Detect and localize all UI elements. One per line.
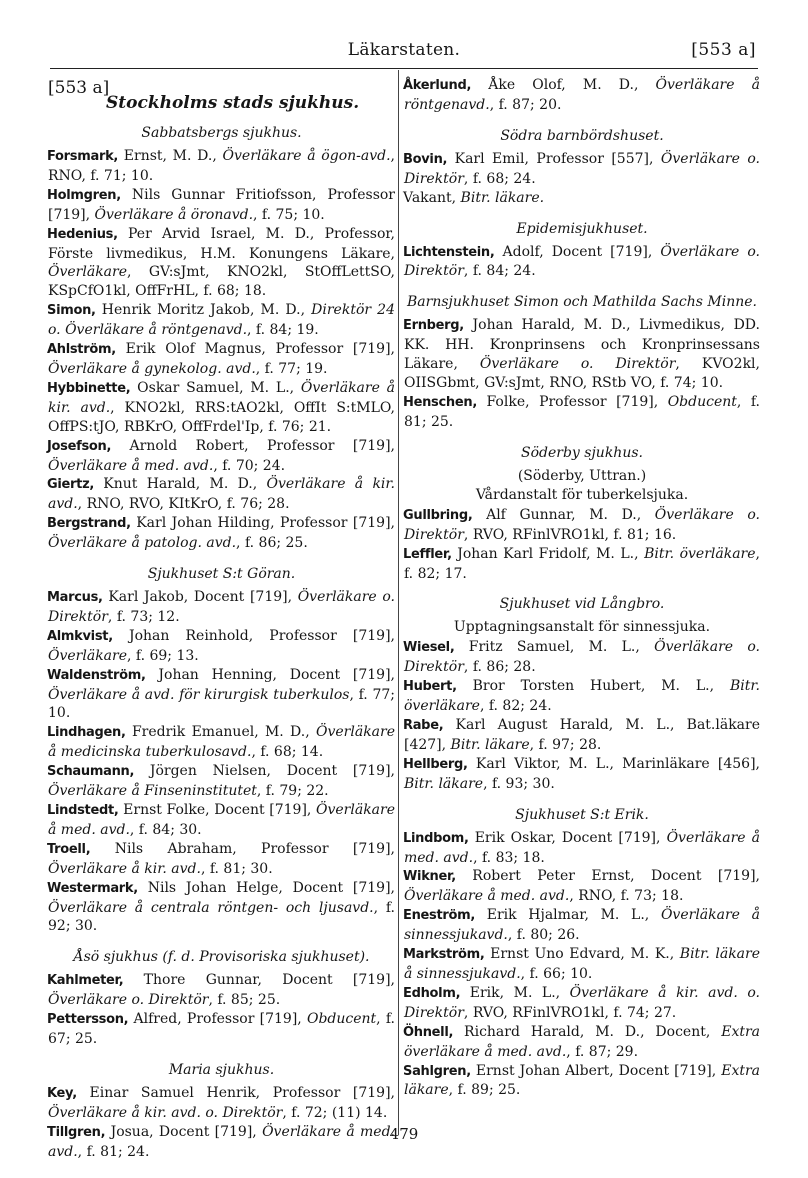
physician-entry [404, 829, 760, 868]
entry-text: , f. 87; 20. [489, 96, 562, 113]
physician-entry [48, 627, 395, 666]
section-heading: Sjukhuset vid Långbro. [499, 596, 665, 613]
entry-text: Adolf, Docent [719], [494, 243, 661, 260]
entry-text: Nils Johan Helge, Docent [719], [137, 879, 395, 896]
entry-text: , RVO, RFinlVRO1kl, f. 74; 27. [463, 1004, 677, 1021]
physician-entry [404, 189, 760, 208]
physician-entry [404, 945, 760, 984]
physician-name: Gullbring, [403, 507, 473, 523]
entry-text: Johan Henning, Docent [719], [145, 666, 395, 683]
entry-text: Nils Gunnar Fritiofsson, Professor [719], [48, 186, 395, 223]
physician-entry [48, 475, 395, 514]
header-rule [50, 68, 758, 69]
physician-name: Bergstrand, [47, 516, 131, 532]
entry-text: , f. 86; 25. [236, 535, 308, 552]
section-heading: Åsö sjukhus (f. d. Provisoriska sjukhuset). [73, 949, 370, 966]
entry-text: Alf Gunnar, M. D., [472, 506, 655, 523]
entry-text: , RVO, RFinlVRO1kl, f. 81; 16. [463, 526, 677, 543]
physician-entry [48, 762, 395, 801]
entry-text: , f. 81; 24. [77, 1143, 150, 1160]
entry-text: , f. 84; 24. [463, 263, 536, 280]
position-title: Överläkare å centrala röntgen- och ljusavd. [48, 899, 374, 916]
entry-text: Erik Olof Magnus, Professor [719], [115, 341, 395, 358]
entry-text: Johan Harald, M. D., Livmedikus, DD. KK. HH. Kronprinsens och Kronprinsessans Läkare, [404, 317, 760, 373]
position-title: Överläkare o. Direktör [479, 356, 676, 373]
position-title: Överläkare o. Direktör [404, 506, 760, 543]
physician-entry [404, 150, 760, 189]
entry-text: Fredrik Emanuel, M. D., [125, 724, 316, 741]
physician-entry [404, 867, 760, 906]
running-title: Läkarstaten. [347, 40, 461, 60]
position-title: Överläkare o. Direktör [404, 639, 760, 676]
entry-text: , f. 84; 30. [129, 821, 202, 838]
physician-entry [48, 588, 395, 627]
entry-text: , f. 68; 14. [251, 744, 324, 761]
position-title: Bitr. läkare å sinnessjukavd. [404, 946, 761, 982]
entry-text: Åke Olof, M. D., [471, 77, 656, 93]
position-title: Överläkare å kir. avd. o. Direktör [404, 984, 760, 1021]
physician-name: Hedenius, [47, 226, 118, 242]
entry-text: Karl Emil, Professor [557], [447, 150, 661, 167]
entry-text: , f. 80; 26. [507, 927, 580, 944]
physician-entry [404, 755, 760, 794]
entry-text: , f. 83; 18. [473, 849, 545, 866]
entry-text: , f. 77; 10. [48, 686, 395, 722]
entry-text: , f. 75; 10. [253, 206, 325, 223]
position-title: Överläkare o. Direktör [48, 992, 209, 1009]
physician-name: Markström, [403, 947, 485, 963]
entry-text: , f. 67; 25. [48, 1011, 395, 1048]
position-title: Överläkare å medicinska tuberkulosavd. [48, 724, 395, 761]
physician-name: Key, [47, 1085, 77, 1101]
entry-text: Erik, M. L., [460, 984, 570, 1001]
entry-text: Folke, Professor [719], [476, 393, 668, 410]
position-title: Överläkare å kir. avd. [48, 379, 395, 416]
physician-name: Pettersson, [47, 1012, 129, 1028]
entry-text: Richard Harald, M. D., Docent, [453, 1023, 722, 1040]
physician-entry [404, 677, 760, 716]
physician-name: Waldenström, [47, 667, 146, 683]
physician-name: Hybbinette, [47, 380, 131, 396]
position-title: Överläkare o. Direktör [404, 243, 760, 280]
position-title: Överläkare å med. avd. [404, 829, 760, 866]
physician-name: Wikner, [403, 869, 456, 885]
position-title: Överläkare å med. avd. [48, 1123, 395, 1160]
entry-text: , f. 85; 25. [208, 992, 281, 1009]
physician-entry [48, 1010, 395, 1049]
physician-entry [48, 225, 395, 302]
entry-text: , f. 84; 19. [247, 322, 319, 339]
entry-text: , f. 70; 24. [213, 457, 286, 474]
entry-text: Per Arvid Israel, M. D., Professor, Förste livmedikus, H.M. Konungens Läkare, [48, 225, 395, 262]
position-title: Överläkare å kir. avd. o. Direktör [48, 1104, 283, 1121]
physician-name: Hellberg, [403, 756, 468, 772]
physician-name: Wiesel, [403, 640, 455, 656]
entry-text: Karl Jakob, Docent [719], [102, 589, 298, 606]
header-page-code: [553 a] [691, 40, 756, 60]
position-title: Bitr. läkare [404, 775, 484, 792]
physician-name: Giertz, [47, 477, 94, 493]
entry-text: Oskar Samuel, M. L., [130, 379, 301, 396]
physician-name: Kahlmeter, [47, 973, 124, 989]
entry-text: Ernst Johan Albert, Docent [719], [470, 1062, 722, 1079]
entry-text: , f. 89; 25. [448, 1082, 521, 1099]
position-title: Överläkare o. Direktör [404, 150, 760, 187]
physician-name: Hubert, [403, 679, 457, 695]
physician-entry [48, 437, 395, 476]
page-number: 479 [389, 1125, 419, 1143]
physician-name: Troell, [47, 841, 91, 857]
entry-text: , f. 72; (11) 14. [282, 1104, 388, 1121]
position-title: Överläkare å med. avd. [404, 888, 570, 905]
physician-entry [48, 147, 395, 186]
position-title: Obducent [306, 1011, 377, 1028]
column-divider [398, 70, 399, 1135]
entry-text: Josua, Docent [719], [105, 1123, 263, 1140]
physician-name: Henschen, [403, 394, 477, 410]
physician-entry [404, 1023, 760, 1062]
entry-text: Robert Peter Ernst, Docent [719], [455, 868, 760, 885]
position-title: Direktör 24 o. Överläkare å röntgenavd. [48, 302, 395, 339]
physician-name: Leffler, [403, 546, 452, 562]
entry-text: Einar Samuel Henrik, Professor [719], [76, 1084, 395, 1101]
entry-text: Johan Karl Fridolf, M. L., [451, 545, 645, 562]
entry-text: , f. 68; 24. [463, 170, 536, 187]
position-title: Överläkare å gynekolog. avd. [48, 360, 256, 377]
physician-name: Westermark, [47, 880, 138, 896]
physician-entry [48, 514, 395, 553]
section-heading: Barnsjukhuset Simon och Mathilda Sachs Minne. [407, 294, 757, 311]
physician-entry [48, 840, 395, 879]
entry-text: , RNO, f. 71; 10. [48, 148, 395, 184]
entry-text: , RNO, RVO, KItKrO, f. 76; 28. [77, 496, 290, 513]
entry-text: Vakant, [403, 189, 461, 206]
physician-entry [404, 76, 760, 115]
entry-text: Johan Reinhold, Professor [719], [112, 627, 395, 644]
physician-entry [404, 316, 760, 393]
physician-name: Åkerlund, [403, 78, 472, 93]
section-heading: Söderby sjukhus. [521, 444, 643, 461]
entry-text: , f. 69; 13. [127, 647, 199, 664]
physician-name: Lindbom, [403, 830, 469, 846]
physician-name: Eneström, [403, 908, 476, 924]
physician-name: Marcus, [47, 590, 103, 606]
entry-text: , f. 86; 28. [463, 659, 536, 676]
physician-entry [404, 906, 760, 945]
section-heading: Epidemisjukhuset. [516, 220, 648, 237]
physician-entry [48, 723, 395, 762]
position-title: Bitr. överläkare [644, 545, 756, 562]
entry-text: , GV:sJmt, KNO2kl, StOffLettSO, KSpCfO1kl, OffFrHL, f. 68; 18. [48, 264, 395, 300]
entry-text: Jörgen Nielsen, Docent [719], [134, 763, 395, 780]
position-title: Bitr. läkare. [460, 189, 545, 206]
physician-entry [404, 984, 760, 1023]
position-title: Bitr. läkare [450, 736, 530, 753]
physician-name: Öhnell, [403, 1024, 454, 1040]
entry-text: Ernst Uno Edvard, M. K., [484, 946, 680, 963]
physician-name: Ernberg, [403, 318, 464, 334]
physician-name: Edholm, [403, 985, 461, 1001]
physician-name: Bovin, [403, 151, 448, 167]
position-title: Obducent [667, 393, 737, 410]
entry-text: , f. 66; 10. [520, 966, 593, 982]
physician-entry [48, 801, 395, 840]
entry-text: Karl August Harald, M. L., Bat.läkare [427], [404, 717, 760, 753]
physician-entry [48, 301, 395, 340]
position-title: Överläkare å patolog. avd. [48, 535, 237, 552]
entry-text: , f. 82; 24. [479, 698, 552, 715]
entry-text: , f. 81; 30. [200, 860, 273, 877]
physician-entry [404, 716, 760, 755]
position-title: Överläkare å kir. avd. [48, 860, 201, 877]
entry-text: Alfred, Professor [719], [128, 1011, 307, 1028]
entry-text: Erik Oskar, Docent [719], [468, 829, 667, 846]
entry-text: Fritz Samuel, M. L., [454, 639, 655, 656]
entry-text: Ernst, M. D., [118, 148, 223, 164]
entry-text: Karl Johan Hilding, Professor [719], [130, 515, 395, 532]
section-heading: Sjukhuset S:t Erik. [515, 806, 649, 823]
right-column [404, 76, 760, 1100]
physician-entry [48, 666, 395, 724]
physician-name: Sahlgren, [403, 1063, 471, 1079]
section-heading: Sabbatsbergs sjukhus. [141, 125, 302, 141]
physician-name: Josefson, [47, 438, 112, 454]
position-title: Extra läkare [404, 1062, 760, 1099]
entry-text: , f. 97; 28. [529, 736, 602, 753]
page-header [0, 40, 808, 66]
physician-entry [404, 545, 760, 584]
entry-text: , f. 77; 19. [255, 360, 328, 377]
section-subheading: (Söderby, Uttran.) Vårdanstalt för tuberkelsjuka. [475, 467, 689, 503]
entry-text: , f. 73; 12. [107, 608, 180, 625]
section-heading: Maria sjukhus. [168, 1061, 275, 1078]
position-title: Överläkare å sinnessjukavd. [404, 907, 760, 944]
physician-name: Tillgren, [47, 1124, 106, 1140]
entry-text: Knut Harald, M. D., [93, 476, 267, 493]
physician-name: Simon, [47, 303, 96, 319]
physician-name: Almkvist, [47, 628, 113, 644]
left-column-title: Stockholms stads sjukhus. [106, 93, 360, 113]
position-title: Överläkare å Finseninstitutet [48, 783, 257, 800]
entry-text: , f. 93; 30. [483, 775, 555, 792]
position-title: Bitr. överläkare [404, 678, 760, 715]
entry-text: , f. 92; 30. [48, 899, 395, 935]
entry-text: , RNO, f. 73; 18. [569, 888, 684, 905]
physician-name: Ahlström, [47, 342, 116, 358]
physician-entry [48, 879, 395, 937]
physician-name: Lindhagen, [47, 725, 126, 741]
position-title: Överläkare [48, 647, 127, 664]
physician-entry [48, 340, 395, 379]
physician-entry [48, 971, 395, 1010]
physician-entry [404, 638, 760, 677]
section-subheading: Upptagningsanstalt för sinnessjuka. [453, 619, 711, 636]
position-title: Överläkare o. Direktör [48, 589, 395, 625]
physician-entry [404, 393, 760, 432]
position-title: Överläkare [48, 264, 127, 281]
entry-text: , f. 79; 22. [256, 783, 329, 800]
physician-entry [48, 379, 395, 437]
entry-text: Arnold Robert, Professor [719], [111, 437, 395, 454]
physician-name: Rabe, [403, 718, 444, 734]
entry-text: Nils Abraham, Professor [719], [90, 840, 395, 857]
position-title: Överläkare å öronavd. [94, 206, 254, 223]
position-title: Extra överläkare å med. avd. [404, 1023, 760, 1060]
entry-text: Ernst Folke, Docent [719], [118, 802, 316, 818]
entry-text: Thore Gunnar, Docent [719], [123, 972, 395, 989]
physician-name: Lichtenstein, [403, 244, 495, 260]
section-heading: Sjukhuset S:t Göran. [147, 566, 296, 583]
entry-text: Erik Hjalmar, M. L., [475, 907, 661, 924]
entry-text: Henrik Moritz Jakob, M. D., [95, 302, 312, 319]
physician-name: Schaumann, [47, 764, 135, 780]
entry-text: Bror Torsten Hubert, M. L., [456, 678, 730, 695]
physician-entry [48, 186, 395, 225]
entry-text: , f. 87; 29. [566, 1043, 639, 1060]
position-title: Överläkare å röntgenavd. [404, 77, 760, 113]
physician-entry [404, 1062, 760, 1101]
entry-text: , KNO2kl, RRS:tAO2kl, OffIt S:tMLO, OffPS:tJO, RBKrO, OffFrdel'Ip, f. 76; 21. [48, 399, 396, 435]
left-column-code: [553 a] [48, 78, 110, 98]
physician-name: Holmgren, [47, 187, 121, 203]
physician-name: Forsmark, [47, 149, 119, 164]
entry-text: , f. 81; 25. [404, 393, 760, 430]
entry-text: , f. 82; 17. [404, 545, 760, 582]
section-heading: Södra barnbördshuset. [500, 127, 664, 144]
physician-entry [404, 506, 760, 545]
physician-name: Lindstedt, [47, 803, 119, 818]
entry-text: , KVO2kl, OIISGbmt, GV:sJmt, RNO, RStb VO, f. 74; 10. [404, 356, 760, 392]
left-column [48, 76, 395, 1162]
position-title: Överläkare å ögon-avd. [222, 148, 391, 164]
entry-text: Karl Viktor, M. L., Marinläkare [456], [467, 755, 760, 772]
position-title: Överläkare å med. avd. [48, 457, 214, 474]
physician-entry [48, 1084, 395, 1123]
physician-entry [404, 243, 760, 282]
position-title: Överläkare å med. avd. [48, 802, 395, 838]
position-title: Överläkare å avd. för kirurgisk tuberkulos [48, 686, 350, 703]
position-title: Överläkare å kir. avd. [48, 476, 396, 513]
